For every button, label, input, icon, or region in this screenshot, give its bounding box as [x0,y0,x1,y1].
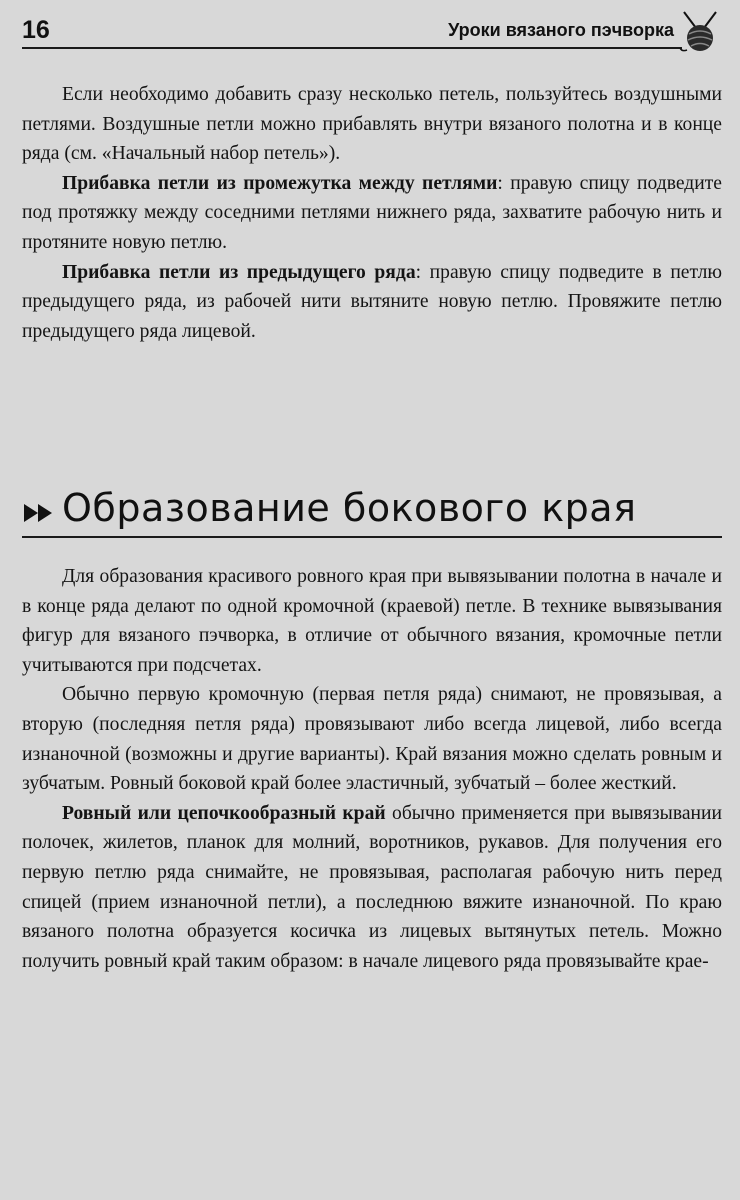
paragraph-chain-edge [22,799,722,977]
term-gap-increase: Прибавка петли из промежутка между петлями [62,172,498,194]
paragraph-multiple-loops: Если необходимо добавить сразу несколько петель, пользуйтесь воздушными петлями. Воздушные петли можно прибавлять внутри вязаного полотна и в конце ряда (см. «Начальный набор петель»). [22,84,722,165]
term-prev-row-increase: Прибавка петли из предыдущего ряда [62,261,416,283]
paragraph-prev-row-increase-text: : правую спицу подведите в петлю предыдущего ряда, из рабочей нити вытяните новую петлю. Провяжите петлю предыдущего ряда лицевой. [22,261,722,342]
section-rule [22,536,722,538]
section-title: Образование бокового края [62,486,637,530]
paragraph-chain-edge-text: обычно применяется при вывязывании полочек, жилетов, планок для молний, воротников, рукавов. Для получения его первую петлю ряда снимайте, не провязывая, располагая рабочую нить перед спицей (прием изнаночной петли), а последнюю вяжите изнаночной. По краю вязаного полотна образуется косичка из лицевых вытянутых петель. Можно получить ровный край таким образом: в начале лицевого ряда провязывайте крае- [22,802,722,972]
page-number: 16 [22,16,50,44]
header-rule [22,47,682,49]
double-arrow-icon [24,502,58,524]
section-heading [22,484,722,540]
paragraph-edge-methods: Обычно первую кромочную (первая петля ряда) снимают, не провязывая, а вторую (последняя петля ряда) провязывают либо всегда лицевой, либо всегда изнаночной (возможны и другие варианты). Край вязания можно сделать ровным и зубчатым. Ровный боковой край более эластичный, зубчатый – более жесткий. [22,684,722,795]
paragraph-edge-intro: Для образования красивого ровного края при вывязывании полотна в начале и в конце ряда делают по одной кромочной (краевой) петле. В технике вывязывания фигур для вязаного пэчворка, в отличие от обычного вязания, кромочные петли учитываются при подсчетах. [22,566,722,676]
running-title: Уроки вязаного пэчворка [448,20,674,40]
text-block-additions [22,80,722,346]
paragraph-prev-row-increase [22,258,722,347]
paragraph-gap-increase [22,169,722,258]
yarn-ball-icon [678,10,722,54]
text-block-side-edge [22,562,722,976]
term-chain-edge: Ровный или цепочкообразный край [62,802,386,824]
paragraph-gap-increase-text: : правую спицу подведите под протяжку между соседними петлями нижнего ряда, захватите рабочую нить и протяните новую петлю. [22,172,723,253]
page-header [22,12,722,48]
